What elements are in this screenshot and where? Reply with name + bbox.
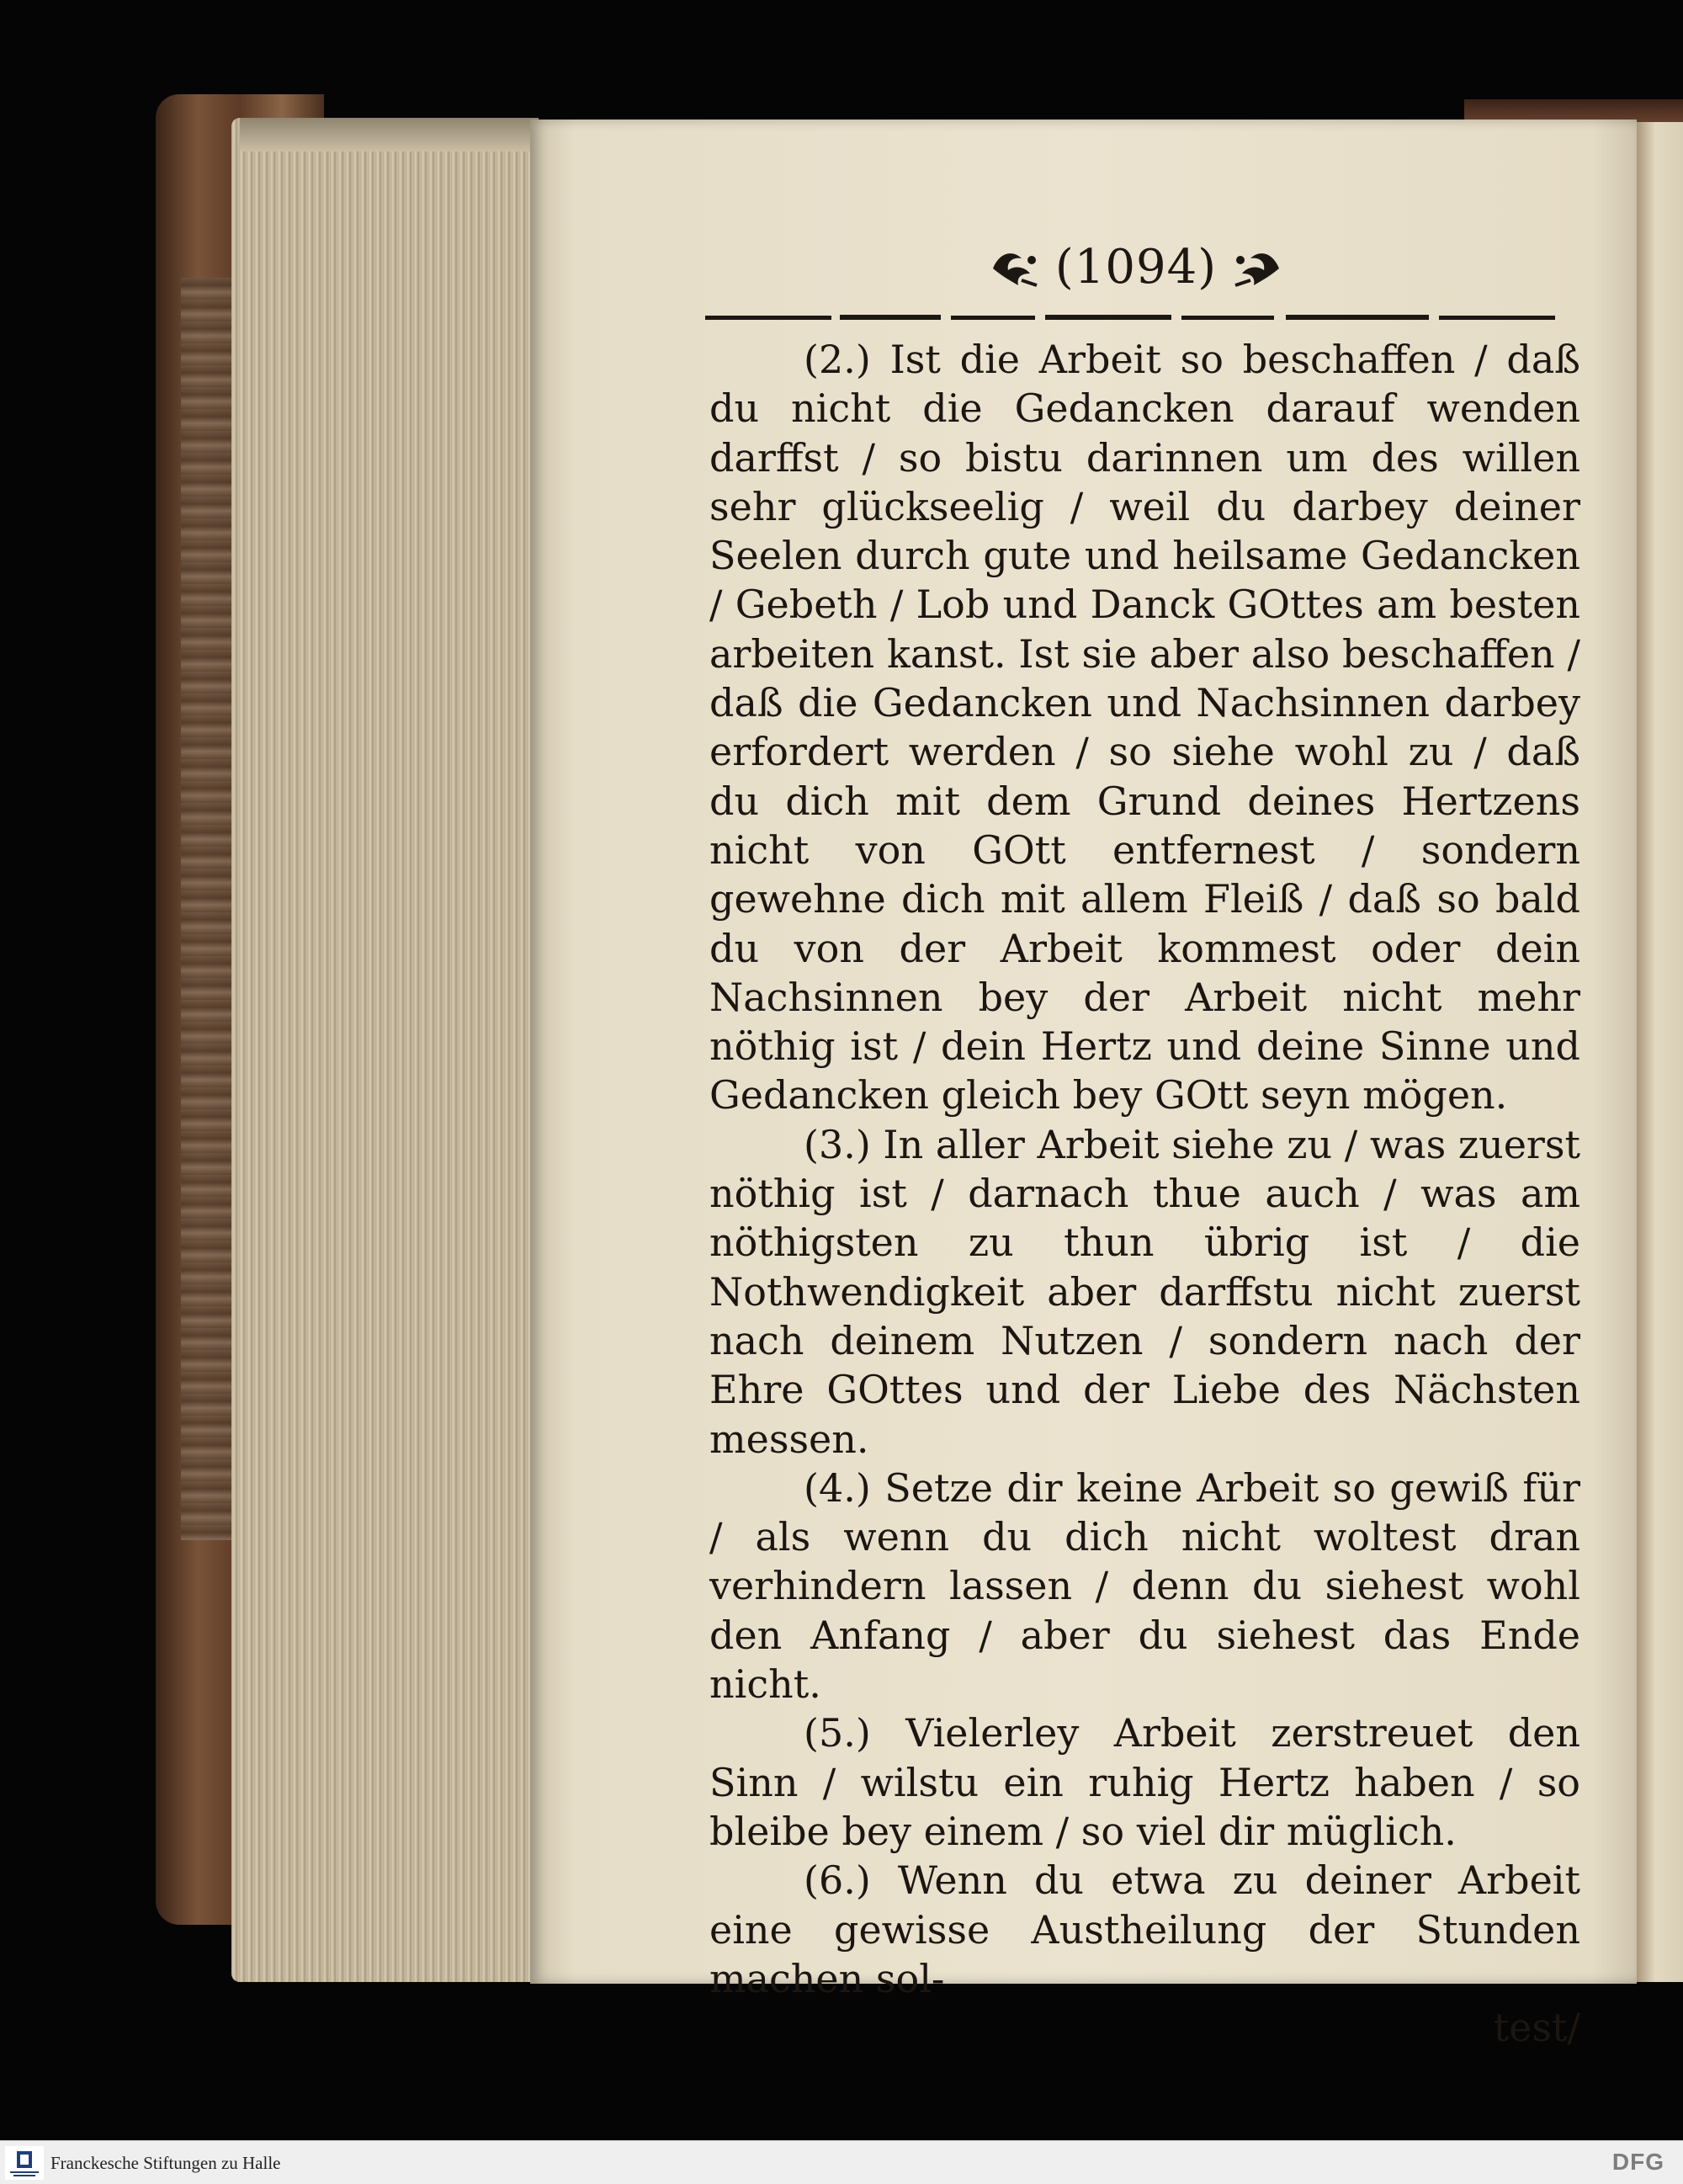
institution-name: Franckesche Stiftungen zu Halle (50, 2153, 281, 2173)
paragraph-text: In aller Arbeit siehe zu / was zuerst nöthig ist / darnach thue auch / was am nöthigsten zu thun übrig ist / die Nothwendigkeit aber darffstu nicht zuerst nach deinem Nutzen / sondern nach der Ehre GOttes und der Liebe des Nächsten messen. (709, 1121, 1581, 1462)
paragraph-number: (2.) (804, 337, 871, 382)
paragraph-number: (4.) (804, 1464, 871, 1511)
paragraph-5 (709, 1708, 1580, 1856)
page-number: (1094) (1054, 239, 1218, 295)
paragraph-3 (709, 1120, 1580, 1464)
paragraph-number: (5.) (804, 1710, 871, 1756)
funder-logo: DFG (1611, 2149, 1664, 2175)
paragraph-2 (709, 335, 1580, 1120)
left-fleuron-icon (988, 243, 1040, 290)
paragraph-text: Ist die Arbeit so beschaffen / daß du nicht die Gedancken darauf wenden darffst / so bistu darinnen um des willen sehr glückseelig / weil du darbey deiner Seelen durch gute und heilsame Gedancken / Gebeth / Lob und Danck GOttes am besten arbeiten kanst. Ist sie aber also beschaffen / daß die Gedancken und Nachsinnen darbey erfordert werden / so siehe wohl zu / daß du dich mit dem Grund deines Hertzens nicht von GOtt entfernest / sondern gewehne dich mit allem Fleiß / daß so bald du von der Arbeit kommest oder dein Nachsinnen bey der Arbeit nicht mehr nöthig ist / dein Hertz und deine Sinne und Gedancken gleich bey GOtt seyn mögen. (709, 337, 1581, 1119)
paragraph-text: Wenn du etwa zu deiner Arbeit eine gewisse Austheilung der Stunden machen sol- (709, 1857, 1580, 2001)
paragraph-number: (6.) (804, 1857, 871, 1904)
header-rule (705, 313, 1555, 321)
page-edges (231, 118, 539, 1982)
page-header (959, 237, 1313, 296)
paragraph-6 (709, 1856, 1580, 2003)
page-edges-top (240, 118, 539, 151)
body-text (709, 335, 1580, 2052)
institution-logo-icon (5, 2146, 44, 2180)
paragraph-4 (709, 1464, 1580, 1708)
catchword: test/ (1493, 2005, 1580, 2051)
footer-bar (0, 2140, 1683, 2184)
facing-page (1637, 122, 1683, 1982)
paragraph-text: Vielerley Arbeit zerstreuet den Sinn / wilstu ein ruhig Hertz haben / so bleibe bey einem / so viel dir müglich. (709, 1710, 1581, 1854)
right-fleuron-icon (1232, 243, 1284, 290)
paragraph-number: (3.) (804, 1121, 871, 1167)
paragraph-text: Setze dir keine Arbeit so gewiß für / als wenn du dich nicht woltest dran verhindern lassen / denn du siehest wohl den Anfang / aber du siehest das Ende nicht. (709, 1464, 1580, 1708)
